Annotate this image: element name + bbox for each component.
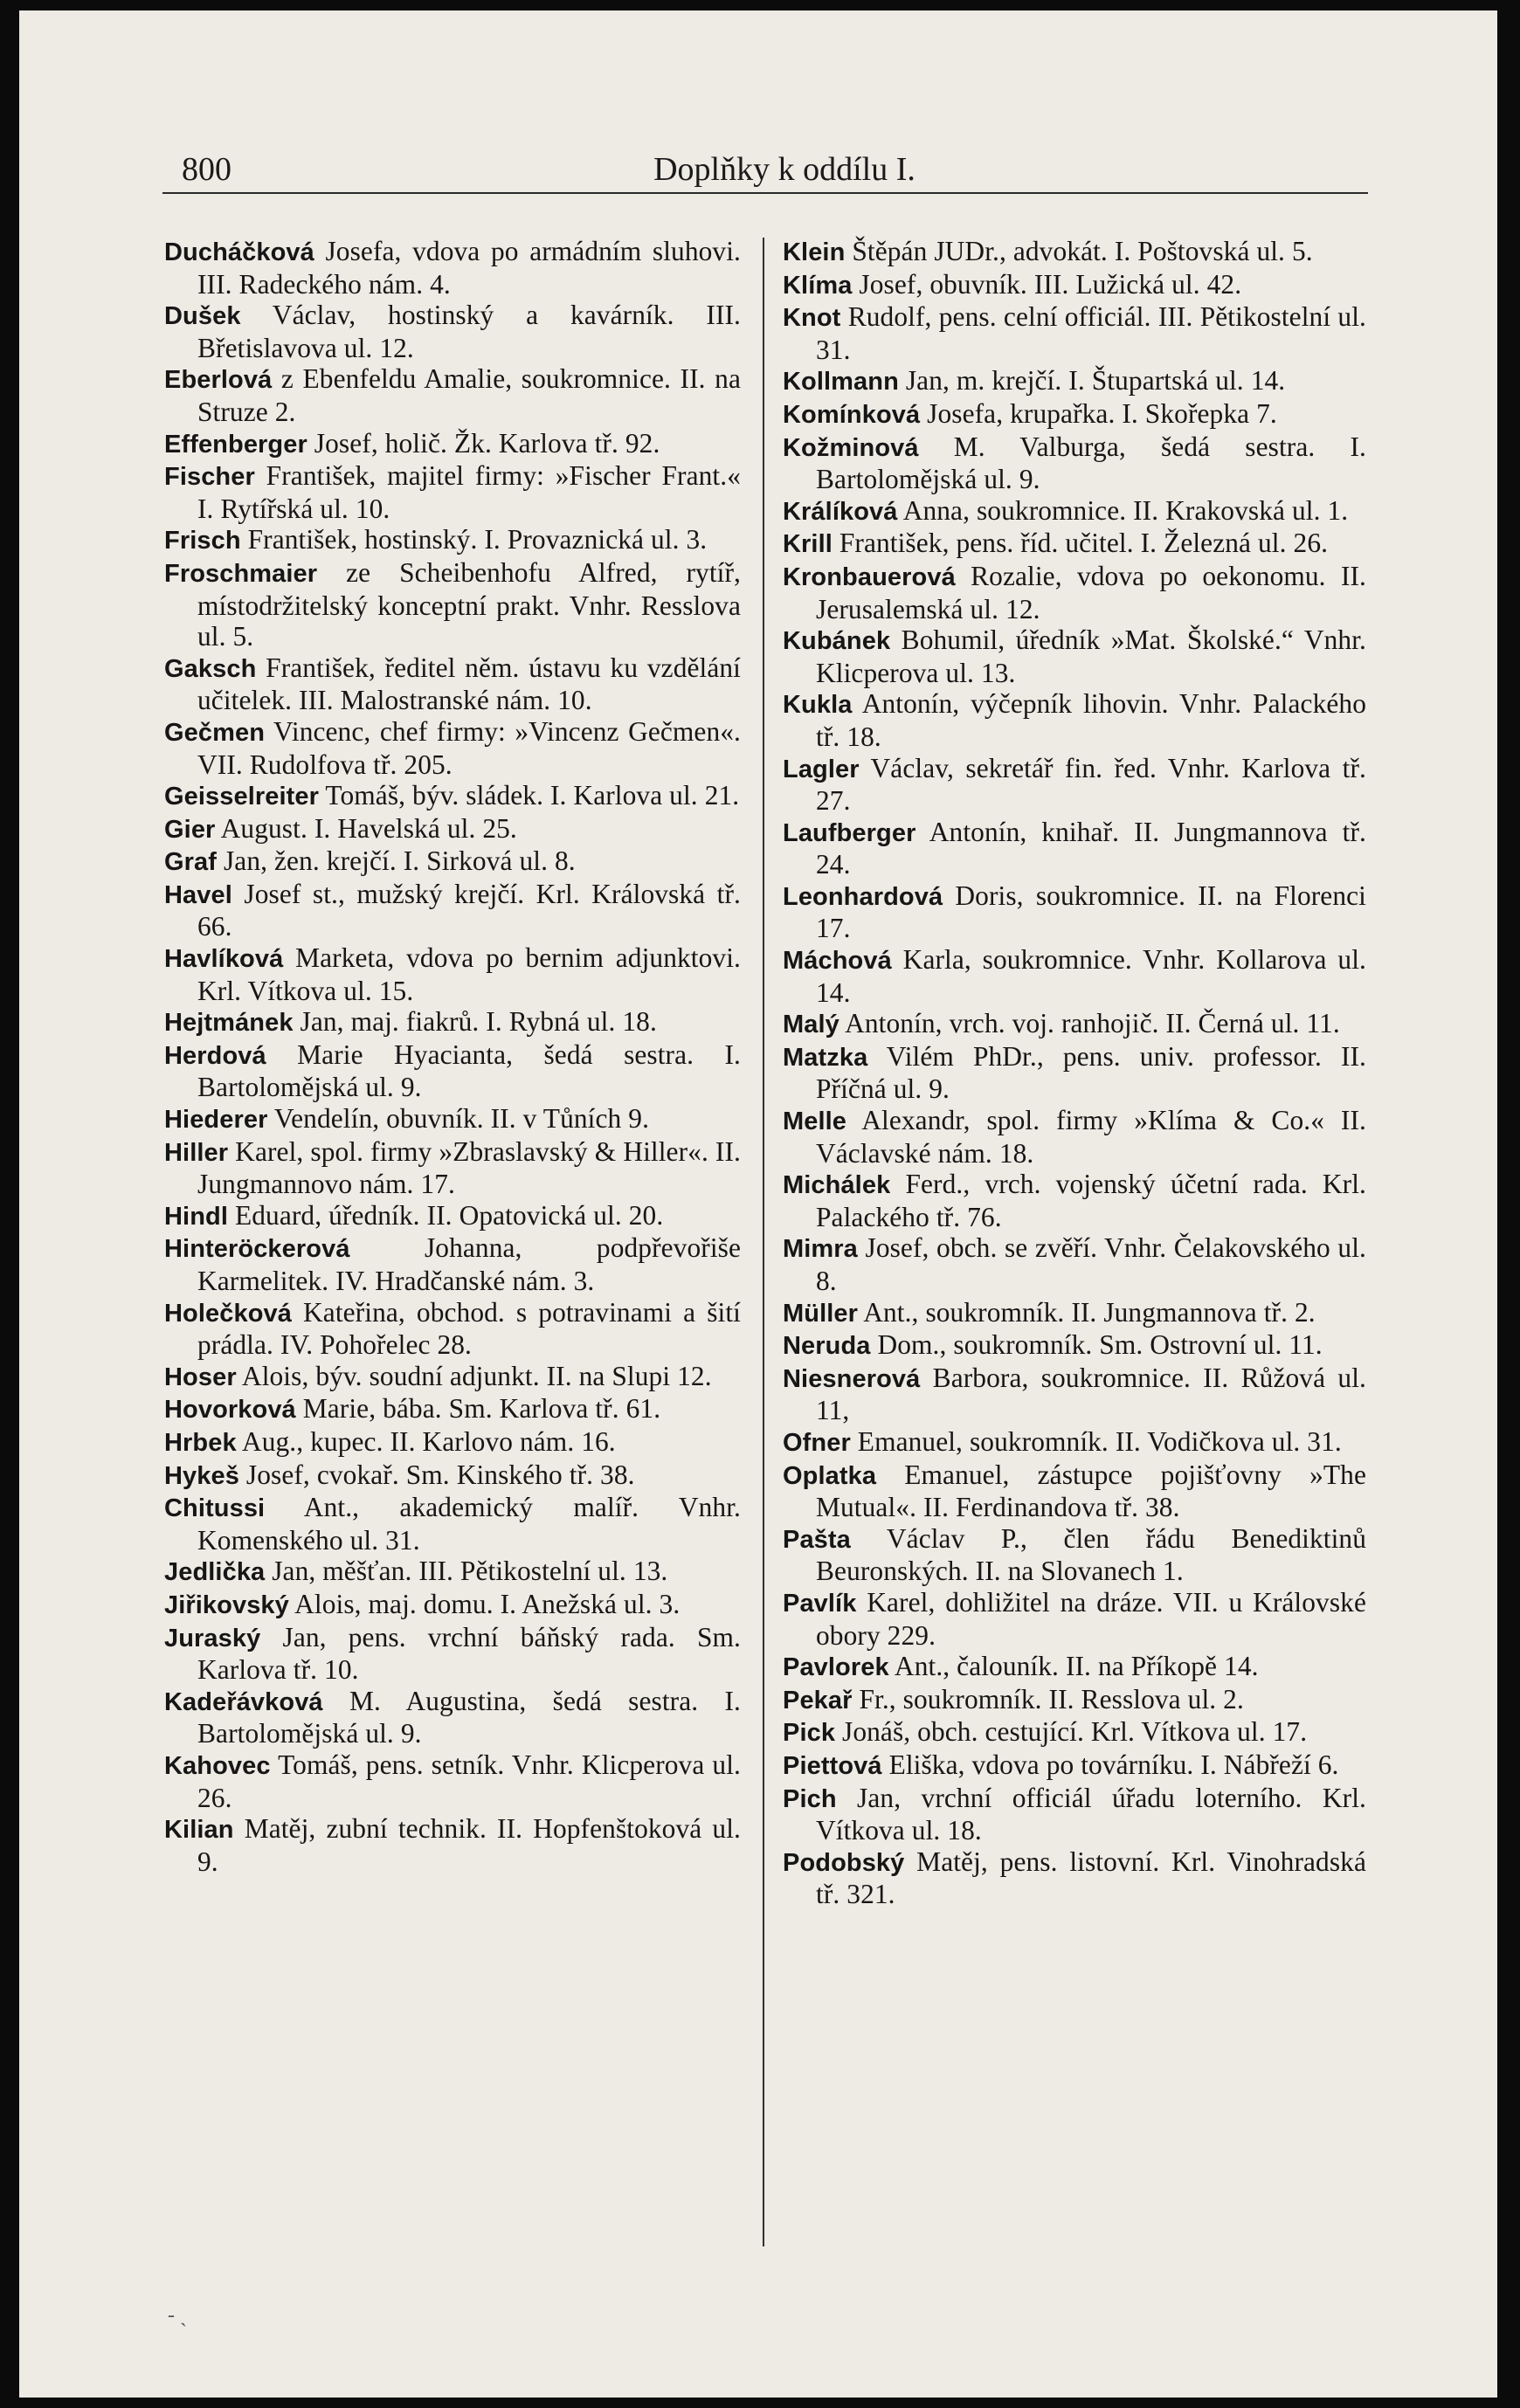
entry-surname: Knot <box>783 304 841 333</box>
entry-surname: Herdová <box>164 1041 266 1070</box>
entry-details: Jan, měšťan. III. Pětikostelní ul. 13. <box>265 1556 668 1587</box>
entry-details: Fr., soukromník. II. Resslova ul. 2. <box>852 1683 1244 1715</box>
directory-entry <box>164 1686 741 1749</box>
entry-details: Karel, dohližitel na dráze. VII. u Královské obory 229. <box>816 1586 1366 1651</box>
entry-surname: Graf <box>164 848 218 877</box>
entry-details: Antonín, vrch. voj. ranhojič. II. Černá ul. 11. <box>839 1008 1340 1039</box>
directory-entry <box>164 1492 741 1556</box>
entry-surname: Müller <box>783 1299 858 1328</box>
directory-entry <box>783 1749 1366 1783</box>
entry-details: František, pens. říd. učitel. I. Železná ul. 26. <box>832 528 1329 559</box>
directory-entry <box>164 1361 741 1394</box>
entry-surname: Máchová <box>783 947 892 976</box>
entry-details: Jan, žen. krejčí. I. Sirková ul. 8. <box>217 845 576 877</box>
page-number: 800 <box>182 151 231 188</box>
directory-entry <box>783 301 1366 365</box>
entry-details: Vilém PhDr., pens. univ. professor. II. Příčná ul. 9. <box>816 1040 1366 1105</box>
entry-details: Marketa, vdova po bernim adjunktovi. Krl. Vítkova ul. 15. <box>197 942 741 1006</box>
entry-details: Vincenc, chef firmy: »Vincenz Gečmen«. VII. Rudolfova tř. 205. <box>197 715 741 780</box>
entry-details: Tomáš, pens. setník. Vnhr. Klicperova ul. 26. <box>197 1749 741 1813</box>
directory-entry <box>164 1200 741 1233</box>
directory-entry <box>783 561 1366 624</box>
entry-surname: Hindl <box>164 1202 228 1231</box>
directory-entry <box>783 688 1366 752</box>
entry-surname: Kilian <box>164 1816 234 1845</box>
entry-surname: Hiller <box>164 1138 229 1167</box>
entry-surname: Melle <box>783 1107 847 1136</box>
entry-surname: Hiederer <box>164 1106 268 1135</box>
directory-entry <box>783 817 1366 880</box>
entry-surname: Hejtmánek <box>164 1009 294 1038</box>
entry-details: Václav P., člen řádu Benediktinů Beuronských. II. na Slovanech 1. <box>816 1522 1366 1587</box>
directory-entry <box>164 845 741 879</box>
directory-entry <box>164 716 741 780</box>
entry-surname: Klíma <box>783 271 853 300</box>
directory-entry <box>783 495 1366 528</box>
directory-entry <box>783 1105 1366 1169</box>
directory-entry <box>783 1329 1366 1363</box>
entry-details: Štěpán JUDr., advokát. I. Poštovská ul. 5. <box>845 236 1313 266</box>
directory-entry <box>783 1041 1366 1105</box>
entry-surname: Piettová <box>783 1751 882 1780</box>
directory-entry <box>783 236 1366 269</box>
entry-details: Barbora, soukromnice. II. Růžová ul. 11, <box>816 1362 1366 1426</box>
directory-entry <box>164 879 741 942</box>
entry-surname: Králíková <box>783 497 898 526</box>
entry-details: Josefa, vdova po armádním sluhovi. III. Radeckého nám. 4. <box>197 236 741 300</box>
directory-entry <box>783 1587 1366 1651</box>
directory-entry <box>783 1426 1366 1459</box>
directory-entry <box>164 300 741 363</box>
directory-entry <box>164 652 741 716</box>
entry-surname: Havlíková <box>164 945 284 974</box>
directory-entry <box>164 1039 741 1103</box>
entry-details: ze Scheibenhofu Alfred, rytíř, místodržitelský konceptní prakt. Vnhr. Resslova ul. 5. <box>197 556 741 652</box>
directory-entry <box>164 1136 741 1200</box>
entry-surname: Gečmen <box>164 718 266 747</box>
entry-details: Marie Hyacianta, šedá sestra. I. Bartolomějská ul. 9. <box>197 1038 741 1103</box>
directory-entry <box>783 431 1366 495</box>
directory-entry <box>783 753 1366 817</box>
entry-details: Václav, hostinský a kavárník. III. Břetislavova ul. 12. <box>197 300 741 363</box>
directory-entry <box>783 1363 1366 1426</box>
entry-details: Josef st., mužský krejčí. Krl. Královská tř. 66. <box>197 878 741 942</box>
entry-surname: Pekař <box>783 1686 853 1715</box>
entry-surname: Pašta <box>783 1525 851 1554</box>
entry-details: Josef, cvokař. Sm. Kinského tř. 38. <box>238 1459 635 1490</box>
entry-surname: Chitussi <box>164 1494 266 1523</box>
entry-details: Karla, soukromnice. Vnhr. Kollarova ul. 14. <box>816 944 1366 1008</box>
directory-entry <box>164 363 741 427</box>
entry-details: Ant., akademický malíř. Vnhr. Komenského ul. 31. <box>197 1492 741 1556</box>
entry-details: Alexandr, spol. firmy »Klíma & Co.« II. Václavské nám. 18. <box>816 1105 1366 1169</box>
directory-entry <box>783 1232 1366 1296</box>
entry-surname: Pavlík <box>783 1589 857 1618</box>
directory-entry <box>164 557 741 652</box>
entry-details: Eduard, úředník. II. Opatovická ul. 20. <box>228 1199 664 1231</box>
directory-entry <box>164 1459 741 1493</box>
entry-details: z Ebenfeldu Amalie, soukromnice. II. na Struze 2. <box>197 363 741 427</box>
entry-surname: Oplatka <box>783 1461 877 1490</box>
entry-surname: Hoser <box>164 1363 237 1391</box>
entry-surname: Mimra <box>783 1235 858 1264</box>
directory-entry <box>783 1846 1366 1910</box>
right-column <box>783 236 1366 1910</box>
entry-details: František, ředitel něm. ústavu ku vzdělání učitelek. III. Malostranské nám. 10. <box>197 652 741 716</box>
entry-surname: Kukla <box>783 691 853 720</box>
entry-surname: Matzka <box>783 1043 868 1072</box>
directory-entry <box>164 1749 741 1813</box>
entry-details: Ferd., vrch. vojenský účetní rada. Krl. Palackého tř. 76. <box>816 1169 1366 1232</box>
entry-surname: Fischer <box>164 463 255 492</box>
entry-surname: Niesnerová <box>783 1364 921 1393</box>
entry-details: Anna, soukromnice. II. Krakovská ul. 1. <box>897 494 1349 526</box>
directory-entry <box>164 1393 741 1426</box>
entry-surname: Dušek <box>164 302 241 331</box>
directory-entry <box>783 1459 1366 1523</box>
entry-surname: Krill <box>783 530 833 559</box>
directory-entry <box>164 1813 741 1877</box>
directory-entry <box>164 428 741 461</box>
entry-surname: Komínková <box>783 400 921 429</box>
directory-entry <box>164 942 741 1006</box>
entry-details: Josefa, krupařka. I. Skořepka 7. <box>920 397 1277 429</box>
column-divider <box>763 238 764 2246</box>
directory-entry <box>164 1297 741 1361</box>
entry-details: Josef, obuvník. III. Lužická ul. 42. <box>852 268 1242 300</box>
entry-details: František, hostinský. I. Provaznická ul. 3. <box>240 524 708 555</box>
directory-entry <box>164 236 741 300</box>
directory-entry <box>164 1589 741 1622</box>
entry-surname: Malý <box>783 1011 839 1039</box>
entry-details: Kateřina, obchod. s potravinami a šití prádla. IV. Pohořelec 28. <box>197 1296 741 1361</box>
entry-surname: Gier <box>164 815 216 844</box>
directory-entry <box>783 944 1366 1008</box>
entry-surname: Kubánek <box>783 627 891 656</box>
entry-surname: Ducháčková <box>164 238 314 266</box>
entry-details: Aug., kupec. II. Karlovo nám. 16. <box>236 1425 616 1457</box>
entry-details: Ant., čalouník. II. na Příkopě 14. <box>888 1651 1259 1682</box>
entry-surname: Jedlička <box>164 1558 266 1587</box>
directory-entry <box>164 460 741 524</box>
directory-entry <box>783 880 1366 944</box>
header-rule <box>162 192 1368 194</box>
directory-entry <box>164 1006 741 1039</box>
entry-details: Karel, spol. firmy »Zbraslavský & Hiller«. II. Jungmannovo nám. 17. <box>197 1135 741 1200</box>
entry-surname: Havel <box>164 880 232 909</box>
entry-details: Josef, holič. Žk. Karlova tř. 92. <box>307 427 660 459</box>
entry-surname: Klein <box>783 238 846 266</box>
directory-entry <box>783 1169 1366 1232</box>
entry-surname: Frisch <box>164 527 241 555</box>
entry-surname: Hinteröckerová <box>164 1235 350 1264</box>
directory-entry <box>783 269 1366 302</box>
entry-surname: Gaksch <box>164 654 257 683</box>
entry-details: Marie, bába. Sm. Karlova tř. 61. <box>295 1393 661 1425</box>
entry-details: Bohumil, úředník »Mat. Školské.“ Vnhr. Klicperova ul. 13. <box>816 624 1366 688</box>
directory-entry <box>783 365 1366 398</box>
entry-surname: Kožminová <box>783 433 919 462</box>
directory-entry <box>783 1008 1366 1041</box>
directory-entry <box>164 780 741 813</box>
entry-surname: Neruda <box>783 1332 871 1361</box>
entry-details: M. Valburga, šedá sestra. I. Bartolomějská ul. 9. <box>816 431 1366 495</box>
entry-surname: Michálek <box>783 1171 891 1200</box>
entry-surname: Kollmann <box>783 368 899 397</box>
entry-details: Antonín, výčepník lihovin. Vnhr. Palackého tř. 18. <box>816 688 1366 752</box>
entry-details: Matěj, zubní technik. II. Hopfenštoková ul. 9. <box>197 1813 741 1877</box>
entry-surname: Pich <box>783 1784 837 1813</box>
entry-details: Václav, sekretář fin. řed. Vnhr. Karlova tř. 27. <box>816 752 1366 817</box>
entry-surname: Kadeřávková <box>164 1687 323 1716</box>
entry-details: Matěj, pens. listovní. Krl. Vinohradská tř. 321. <box>816 1846 1366 1910</box>
entry-surname: Hrbek <box>164 1428 237 1457</box>
directory-entry <box>164 1232 741 1296</box>
entry-details: Jonáš, obch. cestující. Krl. Vítkova ul. 17. <box>835 1716 1308 1748</box>
page-header <box>182 150 1387 194</box>
directory-entry <box>164 813 741 846</box>
entry-details: Alois, maj. domu. I. Anežská ul. 3. <box>288 1588 681 1619</box>
directory-entry <box>783 1684 1366 1717</box>
entry-details: August. I. Havelská ul. 25. <box>215 812 517 844</box>
running-title: Doplňky k oddílu I. <box>653 151 915 188</box>
entry-surname: Hovorková <box>164 1396 296 1425</box>
entry-details: M. Augustina, šedá sestra. I. Bartolomějská ul. 9. <box>197 1685 741 1749</box>
directory-entry <box>783 1523 1366 1587</box>
entry-surname: Eberlová <box>164 366 273 395</box>
entry-details: Antonín, knihař. II. Jungmannova tř. 24. <box>816 816 1366 880</box>
left-column <box>164 236 741 1877</box>
entry-details: František, majitel firmy: »Fischer Frant.« I. Rytířská ul. 10. <box>197 460 741 524</box>
directory-entry <box>164 1622 741 1686</box>
directory-entry <box>164 1103 741 1136</box>
directory-entry <box>783 624 1366 688</box>
entry-surname: Juraský <box>164 1624 261 1652</box>
entry-details: Ant., soukromník. II. Jungmannova tř. 2. <box>858 1296 1316 1328</box>
entry-surname: Geisselreiter <box>164 783 320 811</box>
entry-surname: Pavlorek <box>783 1653 889 1682</box>
entry-details: Jan, m. krejčí. I. Štupartská ul. 14. <box>898 365 1286 397</box>
entry-details: Tomáš, býv. sládek. I. Karlova ul. 21. <box>319 780 740 811</box>
entry-details: Josef, obch. se zvěří. Vnhr. Čelakovského ul. 8. <box>816 1232 1366 1296</box>
entry-surname: Lagler <box>783 755 860 783</box>
entry-surname: Pick <box>783 1719 836 1748</box>
directory-entry <box>783 1783 1366 1846</box>
entry-details: Eliška, vdova po továrníku. I. Nábřeží 6. <box>881 1749 1339 1780</box>
entry-surname: Jiřikovský <box>164 1590 289 1619</box>
entry-details: Vendelín, obuvník. II. v Tůních 9. <box>267 1103 650 1135</box>
directory-entry <box>783 528 1366 561</box>
entry-details: Emanuel, zástupce pojišťovny »The Mutual«. II. Ferdinandova tř. 38. <box>816 1459 1366 1523</box>
entry-details: Emanuel, soukromník. II. Vodičkova ul. 31. <box>850 1425 1342 1457</box>
entry-details: Jan, pens. vrchní báňský rada. Sm. Karlova tř. 10. <box>197 1621 741 1686</box>
entry-details: Jan, maj. fiakrů. I. Rybná ul. 18. <box>293 1006 657 1038</box>
entry-details: Alois, býv. soudní adjunkt. II. na Slupi 12. <box>236 1360 712 1391</box>
directory-entry <box>164 1426 741 1459</box>
entry-surname: Effenberger <box>164 430 307 459</box>
entry-surname: Holečková <box>164 1299 292 1328</box>
entry-details: Dom., soukromník. Sm. Ostrovní ul. 11. <box>870 1329 1323 1361</box>
directory-entry <box>783 1297 1366 1330</box>
entry-details: Rozalie, vdova po oekonomu. II. Jerusalemská ul. 12. <box>816 560 1366 624</box>
entry-details: Doris, soukromnice. II. na Florenci 17. <box>816 880 1366 944</box>
entry-surname: Froschmaier <box>164 559 318 588</box>
directory-entry <box>164 1556 741 1589</box>
entry-surname: Podobský <box>783 1848 905 1877</box>
entry-surname: Hykeš <box>164 1461 239 1490</box>
entry-surname: Kronbauerová <box>783 562 956 591</box>
directory-entry <box>783 398 1366 431</box>
entry-surname: Kahovec <box>164 1751 271 1780</box>
entry-surname: Ofner <box>783 1428 851 1457</box>
scan-mark: - ˎ <box>168 2304 187 2327</box>
directory-entry <box>164 524 741 557</box>
entry-details: Rudolf, pens. celní officiál. III. Pětikostelní ul. 31. <box>816 301 1366 365</box>
entry-details: Johanna, podpřevořiše Karmelitek. IV. Hradčanské nám. 3. <box>197 1232 741 1296</box>
entry-details: Jan, vrchní officiál úřadu loterního. Krl. Vítkova ul. 18. <box>816 1782 1366 1846</box>
directory-entry <box>783 1651 1366 1684</box>
directory-entry <box>783 1716 1366 1749</box>
entry-surname: Leonhardová <box>783 882 943 911</box>
entry-surname: Laufberger <box>783 818 916 847</box>
